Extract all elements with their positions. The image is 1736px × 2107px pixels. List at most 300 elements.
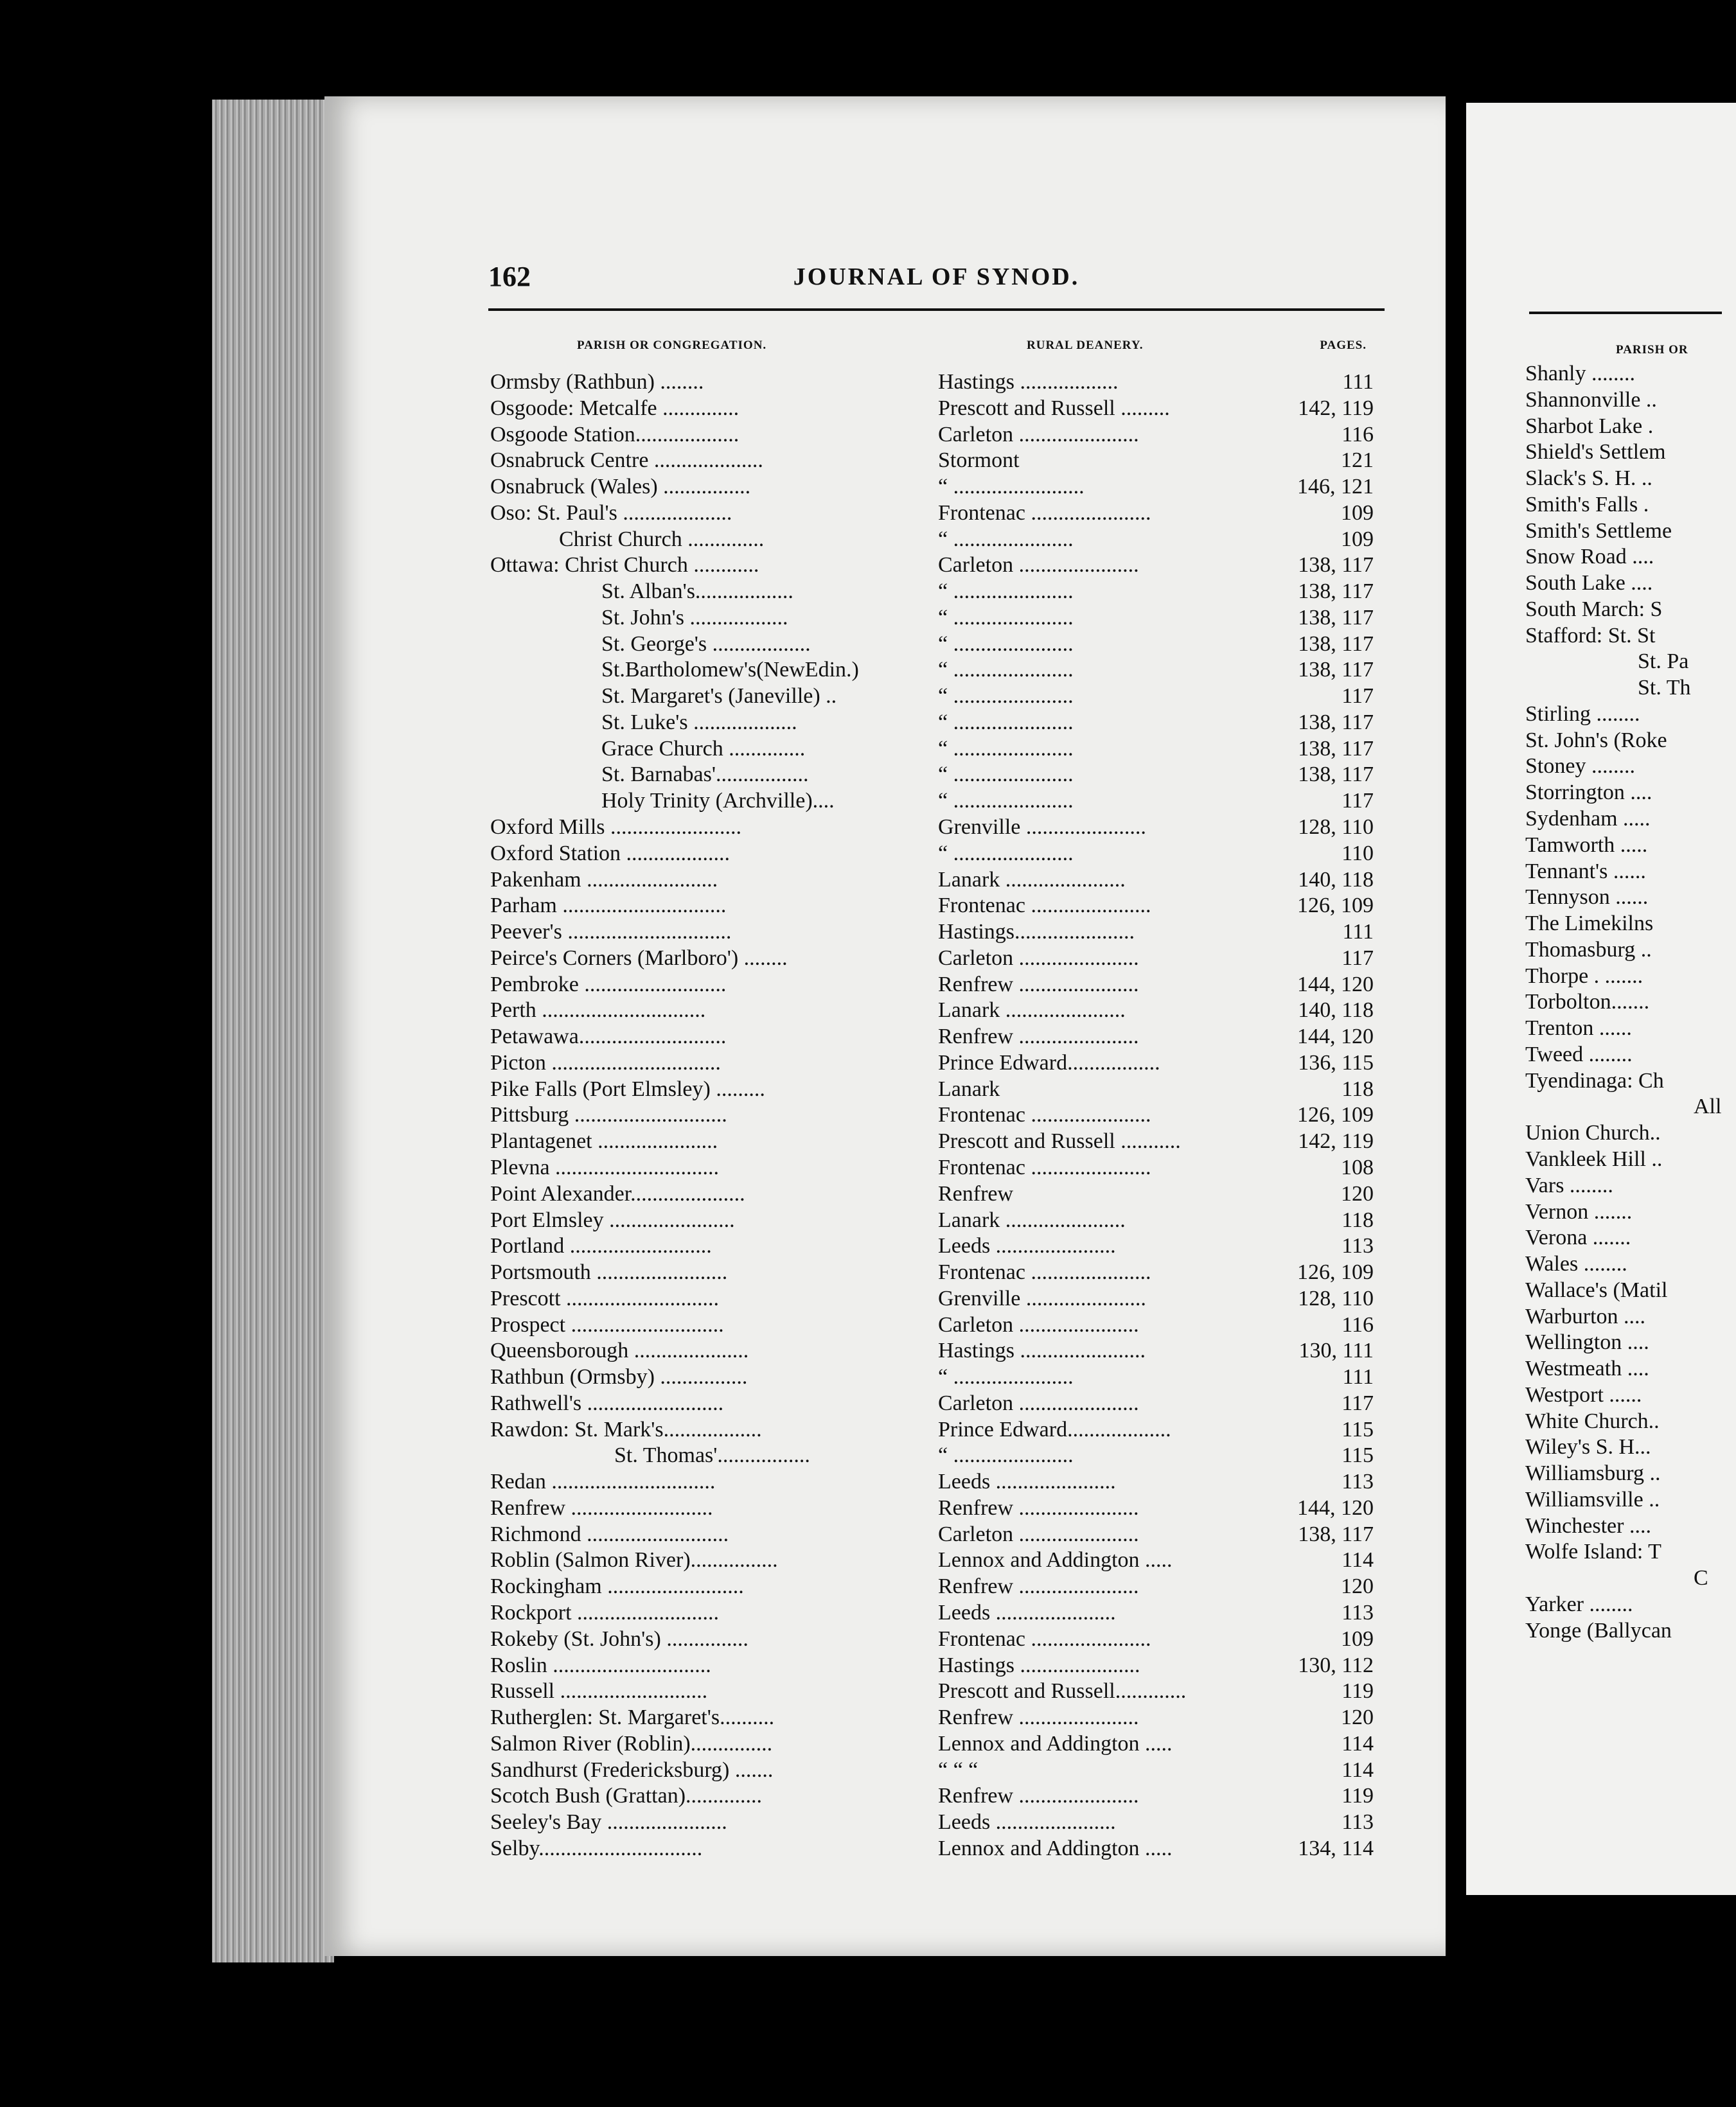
deanery-cell: Renfrew ...................... <box>938 1025 1139 1049</box>
right-parish-cell: Williamsburg .. <box>1525 1461 1661 1486</box>
parish-cell: Roblin (Salmon River)................ <box>490 1548 778 1573</box>
parish-cell: Pakenham ........................ <box>490 867 718 892</box>
table-row <box>490 1391 1386 1417</box>
right-table-row <box>1525 1409 1718 1435</box>
right-table-row <box>1525 1094 1722 1120</box>
right-table-row <box>1525 911 1718 937</box>
right-parish-cell: Tamworth ..... <box>1525 833 1648 857</box>
right-table-row <box>1525 570 1718 597</box>
right-parish-cell: C <box>1694 1566 1708 1591</box>
deanery-cell: Leeds ...................... <box>938 1600 1116 1625</box>
pages-cell: 142, 119 <box>1298 1129 1374 1154</box>
table-row <box>490 1574 1386 1600</box>
deanery-cell: Prescott and Russell ........... <box>938 1129 1181 1154</box>
right-parish-cell: Thorpe . ....... <box>1525 964 1643 988</box>
table-row <box>490 946 1386 972</box>
right-parish-cell: Wiley's S. H... <box>1525 1435 1651 1459</box>
pages-cell: 138, 117 <box>1298 710 1374 734</box>
pages-cell: 111 <box>1342 1365 1374 1389</box>
deanery-cell: “ ...................... <box>938 841 1074 865</box>
deanery-cell: Lanark ...................... <box>938 867 1126 892</box>
pages-cell: 138, 117 <box>1298 658 1374 682</box>
parish-cell: Oso: St. Paul's .................... <box>490 500 732 525</box>
parish-cell: Seeley's Bay ...................... <box>490 1810 727 1835</box>
deanery-cell: “ ...................... <box>938 763 1074 787</box>
right-parish-cell: St. John's (Roke <box>1525 728 1667 752</box>
table-row <box>490 422 1386 448</box>
running-title: JOURNAL OF SYNOD. <box>793 263 1080 290</box>
right-parish-cell: Trenton ...... <box>1525 1016 1632 1041</box>
right-table-row <box>1525 1225 1718 1251</box>
parish-cell: St. George's .................. <box>601 631 811 656</box>
right-parish-cell: Yarker ........ <box>1525 1592 1633 1616</box>
pages-cell: 115 <box>1342 1417 1374 1441</box>
table-row <box>490 1522 1386 1548</box>
pages-cell: 114 <box>1342 1731 1374 1756</box>
pages-cell: 119 <box>1342 1784 1374 1808</box>
parish-cell: Picton ............................... <box>490 1050 721 1075</box>
deanery-cell: “ ...................... <box>938 736 1074 761</box>
deanery-cell: Frontenac ...................... <box>938 1155 1151 1179</box>
pages-cell: 109 <box>1341 1627 1374 1651</box>
right-parish-cell: Shannonville .. <box>1525 387 1657 412</box>
table-row <box>490 762 1386 788</box>
parish-cell: Holy Trinity (Archville).... <box>601 789 835 813</box>
parish-cell: Portsmouth ........................ <box>490 1260 728 1285</box>
right-table-row <box>1525 780 1718 806</box>
pages-cell: 126, 109 <box>1297 1260 1374 1285</box>
right-table-row <box>1525 701 1718 728</box>
deanery-cell: Lennox and Addington ..... <box>938 1548 1173 1573</box>
table-row <box>490 1417 1386 1443</box>
pages-cell: 113 <box>1342 1810 1374 1835</box>
deanery-cell: Lanark ...................... <box>938 1208 1126 1232</box>
right-parish-cell: Union Church.. <box>1525 1121 1661 1145</box>
right-column-header: PARISH OR <box>1616 343 1688 357</box>
table-row <box>490 998 1386 1024</box>
right-parish-cell: South March: S <box>1525 597 1663 621</box>
deanery-cell: “ ...................... <box>938 605 1074 630</box>
pages-cell: 144, 120 <box>1297 972 1374 996</box>
column-header-deanery: RURAL DEANERY. <box>1027 339 1144 352</box>
pages-cell: 109 <box>1341 500 1374 525</box>
deanery-cell: Frontenac ...................... <box>938 1103 1151 1127</box>
table-row <box>490 605 1386 631</box>
pages-cell: 115 <box>1342 1443 1374 1468</box>
deanery-cell: “ ...................... <box>938 579 1074 604</box>
table-row <box>490 1653 1386 1679</box>
pages-cell: 126, 109 <box>1297 894 1374 918</box>
parish-cell: Osnabruck (Wales) ................ <box>490 475 751 499</box>
right-parish-cell: Vernon ....... <box>1525 1199 1633 1224</box>
pages-cell: 114 <box>1342 1548 1374 1573</box>
pages-cell: 118 <box>1342 1208 1374 1232</box>
right-parish-cell: Wales ........ <box>1525 1252 1627 1276</box>
parish-cell: Sandhurst (Fredericksburg) ....... <box>490 1758 774 1782</box>
parish-cell: St.Bartholomew's(NewEdin.) <box>601 658 859 682</box>
deanery-cell: “ “ “ <box>938 1758 979 1782</box>
deanery-cell: Prescott and Russell ......... <box>938 396 1170 420</box>
parish-cell: Osgoode Station................... <box>490 422 740 446</box>
parish-cell: Roslin ............................. <box>490 1653 711 1677</box>
parish-cell: Portland .......................... <box>490 1234 712 1258</box>
right-table-row <box>1525 1304 1718 1330</box>
parish-cell: Osgoode: Metcalfe .............. <box>490 396 740 420</box>
right-parish-cell: White Church.. <box>1525 1409 1660 1433</box>
right-table-row <box>1525 1434 1718 1461</box>
table-row <box>490 1233 1386 1260</box>
pages-cell: 138, 117 <box>1298 631 1374 656</box>
column-headers <box>488 339 1385 358</box>
pages-cell: 136, 115 <box>1298 1050 1374 1075</box>
parish-cell: Richmond .......................... <box>490 1522 729 1546</box>
right-table-row <box>1525 544 1718 570</box>
parish-cell: Scotch Bush (Grattan).............. <box>490 1784 763 1808</box>
parish-cell: St. Barnabas'................. <box>601 763 809 787</box>
table-row <box>490 1443 1386 1469</box>
deanery-cell: Renfrew <box>938 1181 1014 1206</box>
right-table-row <box>1525 1382 1718 1409</box>
right-table-row <box>1525 1618 1718 1644</box>
page-number: 162 <box>488 261 531 292</box>
right-parish-cell: Sydenham ..... <box>1525 807 1651 831</box>
parish-cell: Port Elmsley ....................... <box>490 1208 735 1232</box>
pages-cell: 110 <box>1342 841 1374 865</box>
table-row <box>490 1102 1386 1129</box>
pages-cell: 119 <box>1342 1679 1374 1704</box>
parish-cell: Selby.............................. <box>490 1836 703 1860</box>
deanery-cell: “ ...................... <box>938 1365 1074 1389</box>
parish-cell: Parham .............................. <box>490 894 727 918</box>
pages-cell: 146, 121 <box>1297 475 1374 499</box>
deanery-cell: Prince Edward................. <box>938 1050 1160 1075</box>
table-row <box>490 1312 1386 1339</box>
right-table-row <box>1525 1356 1718 1382</box>
parish-cell: Rathbun (Ormsby) ................ <box>490 1365 748 1389</box>
pages-cell: 140, 118 <box>1298 998 1374 1023</box>
right-table-row <box>1525 649 1718 675</box>
deanery-cell: Hastings ....................... <box>938 1339 1146 1363</box>
table-row <box>490 1024 1386 1050</box>
column-header-pages: PAGES. <box>1320 339 1367 352</box>
right-parish-cell: Tyendinaga: Ch <box>1525 1068 1664 1093</box>
table-row <box>490 1155 1386 1181</box>
deanery-cell: Frontenac ...................... <box>938 1627 1151 1651</box>
table-row <box>490 1495 1386 1522</box>
pages-cell: 121 <box>1341 448 1374 473</box>
right-table-row <box>1525 859 1718 885</box>
pages-cell: 138, 117 <box>1298 553 1374 577</box>
table-row <box>490 1600 1386 1627</box>
deanery-cell: Renfrew ...................... <box>938 1495 1139 1520</box>
parish-cell: Oxford Mills ........................ <box>490 815 741 840</box>
right-table-row <box>1525 754 1718 780</box>
book-gutter <box>1446 96 1466 1959</box>
table-row <box>490 1338 1386 1364</box>
table-row <box>490 1731 1386 1758</box>
parish-cell: Rathwell's ......................... <box>490 1391 724 1415</box>
parish-cell: Rawdon: St. Mark's.................. <box>490 1417 762 1441</box>
parish-cell: Prescott ............................ <box>490 1286 720 1310</box>
right-table-row <box>1525 518 1718 545</box>
right-parish-cell: Vars ........ <box>1525 1173 1613 1197</box>
table-row <box>490 1836 1386 1862</box>
right-table-row <box>1525 1278 1718 1304</box>
pages-cell: 111 <box>1342 920 1374 944</box>
parish-cell: St. Margaret's (Janeville) .. <box>601 684 837 709</box>
pages-cell: 109 <box>1341 527 1374 551</box>
right-table-row <box>1525 1199 1718 1226</box>
parish-cell: Petawawa........................... <box>490 1025 727 1049</box>
right-table-row <box>1525 1330 1718 1356</box>
table-row <box>490 1679 1386 1705</box>
right-parish-list <box>1525 361 1722 1644</box>
right-parish-cell: St. Th <box>1638 676 1691 700</box>
pages-cell: 120 <box>1341 1574 1374 1599</box>
deanery-cell: Renfrew ...................... <box>938 972 1139 996</box>
parish-cell: St. John's .................. <box>601 605 788 630</box>
right-parish-cell: Thomasburg .. <box>1525 937 1652 962</box>
pages-cell: 120 <box>1341 1181 1374 1206</box>
parish-cell: Grace Church .............. <box>601 736 806 761</box>
parish-cell: Peirce's Corners (Marlboro') ........ <box>490 946 788 970</box>
right-table-row <box>1525 1539 1718 1565</box>
parish-cell: Queensborough ..................... <box>490 1339 749 1363</box>
right-table-row <box>1525 492 1718 518</box>
deanery-cell: Renfrew ...................... <box>938 1784 1139 1808</box>
parish-cell: Salmon River (Roblin)............... <box>490 1731 773 1756</box>
table-row <box>490 1469 1386 1495</box>
table-row <box>490 527 1386 553</box>
right-table-row <box>1525 387 1718 414</box>
page-edges <box>212 100 334 1962</box>
table-row <box>490 1050 1386 1077</box>
parish-cell: Renfrew .......................... <box>490 1495 713 1520</box>
right-parish-cell: Westmeath .... <box>1525 1357 1649 1381</box>
right-table-row <box>1525 833 1718 859</box>
deanery-cell: “ ...................... <box>938 658 1074 682</box>
table-row <box>490 1705 1386 1731</box>
table-row <box>490 736 1386 763</box>
pages-cell: 138, 117 <box>1298 605 1374 630</box>
deanery-cell: Carleton ...................... <box>938 1312 1139 1337</box>
parish-cell: Pittsburg ............................ <box>490 1103 727 1127</box>
right-table-row <box>1525 439 1718 466</box>
deanery-cell: Leeds ...................... <box>938 1234 1116 1258</box>
right-parish-cell: Winchester .... <box>1525 1513 1651 1538</box>
right-table-row <box>1525 1042 1718 1068</box>
parish-cell: Oxford Station ................... <box>490 841 731 865</box>
deanery-cell: Hastings...................... <box>938 920 1135 944</box>
pages-cell: 113 <box>1342 1470 1374 1494</box>
right-parish-cell: St. Pa <box>1638 649 1689 674</box>
table-row <box>490 579 1386 605</box>
deanery-cell: “ ...................... <box>938 631 1074 656</box>
parish-index-list <box>490 369 1386 1862</box>
pages-cell: 138, 117 <box>1298 1522 1374 1546</box>
deanery-cell: Carleton ...................... <box>938 1391 1139 1415</box>
right-table-row <box>1525 361 1718 387</box>
table-row <box>490 1758 1386 1784</box>
deanery-cell: “ ........................ <box>938 475 1085 499</box>
table-row <box>490 1810 1386 1836</box>
deanery-cell: Carleton ...................... <box>938 553 1139 577</box>
parish-cell: Plevna .............................. <box>490 1155 720 1179</box>
deanery-cell: Hastings ...................... <box>938 1653 1140 1677</box>
right-parish-cell: Stafford: St. St <box>1525 623 1656 648</box>
right-table-row <box>1525 675 1718 701</box>
pages-cell: 117 <box>1342 684 1374 709</box>
right-parish-cell: Westport ...... <box>1525 1382 1642 1407</box>
right-table-row <box>1525 597 1718 623</box>
deanery-cell: Frontenac ...................... <box>938 1260 1151 1285</box>
deanery-cell: “ ...................... <box>938 527 1074 551</box>
table-row <box>490 1364 1386 1391</box>
pages-cell: 117 <box>1342 789 1374 813</box>
table-row <box>490 867 1386 894</box>
right-table-row <box>1525 937 1718 964</box>
right-parish-cell: All <box>1694 1095 1722 1119</box>
deanery-cell: Frontenac ...................... <box>938 894 1151 918</box>
pages-cell: 126, 109 <box>1297 1103 1374 1127</box>
right-parish-cell: Storrington .... <box>1525 780 1652 805</box>
pages-cell: 128, 110 <box>1298 815 1374 840</box>
right-parish-cell: Sharbot Lake . <box>1525 414 1654 438</box>
table-row <box>490 1260 1386 1286</box>
deanery-cell: Lennox and Addington ..... <box>938 1836 1173 1860</box>
deanery-cell: “ ...................... <box>938 789 1074 813</box>
header-rule <box>488 308 1385 311</box>
table-row <box>490 710 1386 736</box>
deanery-cell: Lennox and Addington ..... <box>938 1731 1173 1756</box>
table-row <box>490 1181 1386 1208</box>
parish-cell: Ormsby (Rathbun) ........ <box>490 370 704 394</box>
right-table-row <box>1525 1513 1718 1540</box>
pages-cell: 144, 120 <box>1297 1025 1374 1049</box>
right-parish-cell: Smith's Falls . <box>1525 492 1649 516</box>
pages-cell: 138, 117 <box>1298 763 1374 787</box>
right-parish-cell: Yonge (Ballycan <box>1525 1618 1672 1643</box>
right-table-row <box>1525 728 1718 754</box>
right-parish-cell: The Limekilns <box>1525 912 1654 936</box>
table-row <box>490 1783 1386 1810</box>
deanery-cell: Renfrew ...................... <box>938 1574 1139 1599</box>
table-row <box>490 474 1386 500</box>
right-parish-cell: Torbolton....... <box>1525 990 1650 1014</box>
parish-cell: Russell ........................... <box>490 1679 708 1704</box>
deanery-cell: Lanark ...................... <box>938 998 1126 1023</box>
column-header-parish: PARISH OR CONGREGATION. <box>577 339 767 352</box>
right-table-row <box>1525 806 1718 833</box>
deanery-cell: Carleton ...................... <box>938 946 1139 970</box>
parish-cell: Christ Church .............. <box>559 527 765 551</box>
right-table-row <box>1525 1120 1718 1147</box>
pages-cell: 113 <box>1342 1234 1374 1258</box>
table-row <box>490 448 1386 474</box>
right-parish-cell: Verona ....... <box>1525 1226 1631 1250</box>
pages-cell: 118 <box>1342 1077 1374 1101</box>
deanery-cell: Carleton ...................... <box>938 422 1139 446</box>
right-parish-cell: Stirling ........ <box>1525 701 1640 726</box>
deanery-cell: Lanark <box>938 1077 1000 1101</box>
parish-cell: Rockingham ......................... <box>490 1574 744 1599</box>
deanery-cell: Carleton ...................... <box>938 1522 1139 1546</box>
pages-cell: 113 <box>1342 1600 1374 1625</box>
right-parish-cell: Williamsville .. <box>1525 1487 1660 1512</box>
pages-cell: 130, 111 <box>1298 1339 1374 1363</box>
right-parish-cell: Shanly ........ <box>1525 362 1635 385</box>
deanery-cell: Prince Edward................... <box>938 1417 1171 1441</box>
right-table-row <box>1525 885 1718 911</box>
right-parish-cell: Shield's Settlem <box>1525 440 1666 464</box>
right-parish-cell: Smith's Settleme <box>1525 518 1672 543</box>
right-table-row <box>1525 1487 1718 1513</box>
table-row <box>490 396 1386 422</box>
pages-cell: 120 <box>1341 1706 1374 1730</box>
table-row <box>490 631 1386 658</box>
pages-cell: 144, 120 <box>1297 1495 1374 1520</box>
deanery-cell: Stormont <box>938 448 1020 473</box>
deanery-cell: Leeds ...................... <box>938 1470 1116 1494</box>
table-row <box>490 1077 1386 1103</box>
table-row <box>490 552 1386 579</box>
pages-cell: 128, 110 <box>1298 1286 1374 1310</box>
right-parish-cell: Tennyson ...... <box>1525 885 1649 910</box>
parish-cell: Plantagenet ...................... <box>490 1129 718 1154</box>
deanery-cell: Grenville ...................... <box>938 1286 1146 1310</box>
deanery-cell: Prescott and Russell............. <box>938 1679 1187 1704</box>
parish-cell: Peever's .............................. <box>490 920 732 944</box>
pages-cell: 138, 117 <box>1298 579 1374 604</box>
right-table-row <box>1525 1251 1718 1278</box>
right-parish-cell: Wellington .... <box>1525 1330 1649 1355</box>
pages-cell: 138, 117 <box>1298 736 1374 761</box>
pages-cell: 114 <box>1342 1758 1374 1782</box>
table-row <box>490 788 1386 815</box>
right-table-row <box>1525 623 1718 649</box>
right-parish-cell: Slack's S. H. .. <box>1525 466 1652 491</box>
table-row <box>490 1129 1386 1155</box>
parish-cell: St. Luke's ................... <box>601 710 797 734</box>
table-row <box>490 1208 1386 1234</box>
pages-cell: 111 <box>1342 370 1374 394</box>
table-row <box>490 683 1386 710</box>
pages-cell: 140, 118 <box>1298 867 1374 892</box>
right-table-row <box>1525 414 1718 440</box>
table-row <box>490 657 1386 683</box>
right-table-row <box>1525 1147 1718 1173</box>
parish-cell: Ottawa: Christ Church ............ <box>490 553 759 577</box>
parish-cell: Osnabruck Centre .................... <box>490 448 763 473</box>
right-parish-cell: Warburton .... <box>1525 1304 1646 1328</box>
right-table-row <box>1525 1173 1718 1199</box>
right-parish-cell: Wolfe Island: T <box>1525 1540 1661 1564</box>
parish-cell: Rutherglen: St. Margaret's.......... <box>490 1706 775 1730</box>
table-row <box>490 500 1386 527</box>
parish-cell: Redan .............................. <box>490 1470 716 1494</box>
deanery-cell: “ ...................... <box>938 710 1074 734</box>
right-parish-cell: South Lake .... <box>1525 571 1653 595</box>
table-row <box>490 841 1386 867</box>
parish-cell: Perth .............................. <box>490 998 706 1023</box>
right-table-row <box>1525 1068 1718 1095</box>
pages-cell: 130, 112 <box>1298 1653 1374 1677</box>
deanery-cell: Renfrew ...................... <box>938 1706 1139 1730</box>
deanery-cell: Frontenac ...................... <box>938 500 1151 525</box>
parish-cell: Prospect ............................ <box>490 1312 724 1337</box>
pages-cell: 142, 119 <box>1298 396 1374 420</box>
pages-cell: 108 <box>1341 1155 1374 1179</box>
